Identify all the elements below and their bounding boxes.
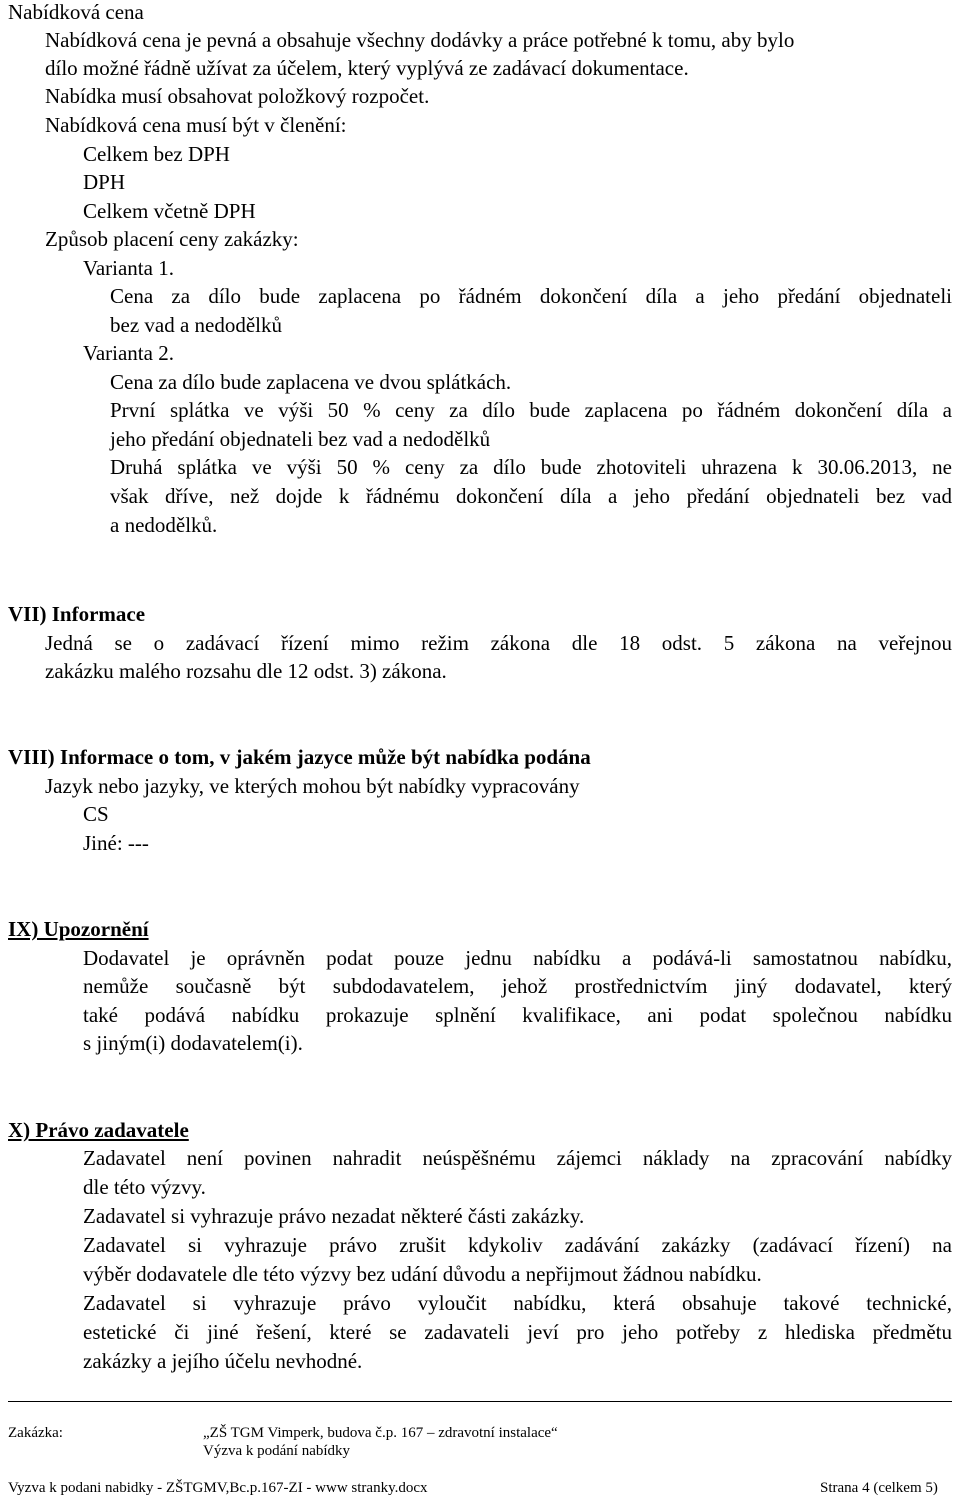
section10-text-line: zakázky a jejího účelu nevhodné. [83,1349,363,1373]
variant2-text-line: Cena za dílo bude zaplacena ve dvou splátkách. [110,370,512,394]
footer-filename: Vyzva k podani nabidky - ZŠTGMV,Bc.p.167-ZI - www stranky.docx [8,1480,428,1496]
variant2-text-line: však dříve, než dojde k řádnému dokončení díla a jeho předání objednateli bez vad [110,484,952,508]
section9-text-line: Dodavatel je oprávněn podat pouze jednu nabídku a podává-li samostatnou nabídku, [83,946,952,970]
price-text-line: dílo možné řádně užívat za účelem, který vyplývá ze zadávací dokumentace. [45,56,689,80]
section7-text-line: zakázku malého rozsahu dle 12 odst. 3) zákona. [45,659,447,683]
section10-text-line: Zadavatel si vyhrazuje právo zrušit kdykoliv zadávání zakázky (zadávací řízení) na [83,1233,952,1257]
footer-divider [8,1401,952,1402]
section8-text-line: Jazyk nebo jazyky, ve kterých mohou být nabídky vypracovány [45,774,580,798]
section9-text-line: s jiným(i) dodavatelem(i). [83,1031,303,1055]
section7-text-line: Jedná se o zadávací řízení mimo režim zákona dle 18 odst. 5 zákona na veřejnou [45,631,952,655]
language-item: CS [83,802,109,826]
payment-heading: Způsob placení ceny zakázky: [45,227,299,251]
section9-text-line: také podává nabídku prokazuje splnění kvalifikace, ani podat společnou nabídku [83,1003,952,1027]
footer-page-number: Strana 4 (celkem 5) [820,1480,938,1496]
language-item: Jiné: --- [83,831,149,855]
variant1-text-line: bez vad a nedodělků [110,313,283,337]
variant2-text-line: jeho předání objednateli bez vad a nedodělků [110,427,491,451]
section8-heading: VIII) Informace o tom, v jakém jazyce může být nabídka podána [8,745,591,769]
breakdown-item: Celkem bez DPH [83,142,230,166]
section9-heading: IX) Upozornění [8,917,149,941]
section10-text-line: výběr dodavatele dle této výzvy bez udání důvodu a nepřijmout žádnou nabídku. [83,1262,762,1286]
variant1-text-line: Cena za dílo bude zaplacena po řádném dokončení díla a jeho předání objednateli [110,284,952,308]
breakdown-item: Celkem včetně DPH [83,199,256,223]
section7-heading: VII) Informace [8,602,146,626]
section10-text-line: Zadavatel si vyhrazuje právo nezadat některé části zakázky. [83,1204,585,1228]
variant2-text-line: a nedodělků. [110,513,218,537]
section10-text-line: Zadavatel není povinen nahradit neúspěšnému zájemci náklady na zpracování nabídky [83,1146,952,1170]
footer-project: „ZŠ TGM Vimperk, budova č.p. 167 – zdravotní instalace“ [203,1425,558,1441]
price-heading: Nabídková cena [8,0,144,24]
variant2-label: Varianta 2. [83,341,174,365]
section9-text-line: nemůže současně být subdodavatelem, jehož prostřednictvím jiný dodavatel, který [83,974,952,998]
breakdown-item: DPH [83,170,126,194]
section10-text-line: dle této výzvy. [83,1175,206,1199]
section10-heading: X) Právo zadavatele [8,1118,189,1142]
variant1-label: Varianta 1. [83,256,174,280]
section10-text-line: estetické či jiné řešení, které se zadavateli jeví pro jeho potřeby z hlediska předmětu [83,1320,952,1344]
price-text-line: Nabídková cena je pevná a obsahuje všechny dodávky a práce potřebné k tomu, aby bylo [45,28,795,52]
price-text-line: Nabídka musí obsahovat položkový rozpočet. [45,84,430,108]
price-text-line: Nabídková cena musí být v členění: [45,113,347,137]
footer-doc-title: Výzva k podání nabídky [203,1443,351,1459]
footer-label: Zakázka: [8,1425,63,1441]
section10-text-line: Zadavatel si vyhrazuje právo vyloučit nabídku, která obsahuje takové technické, [83,1291,952,1315]
variant2-text-line: Druhá splátka ve výši 50 % ceny za dílo bude zhotoviteli uhrazena k 30.06.2013, ne [110,455,952,479]
variant2-text-line: První splátka ve výši 50 % ceny za dílo bude zaplacena po řádném dokončení díla a [110,398,952,422]
